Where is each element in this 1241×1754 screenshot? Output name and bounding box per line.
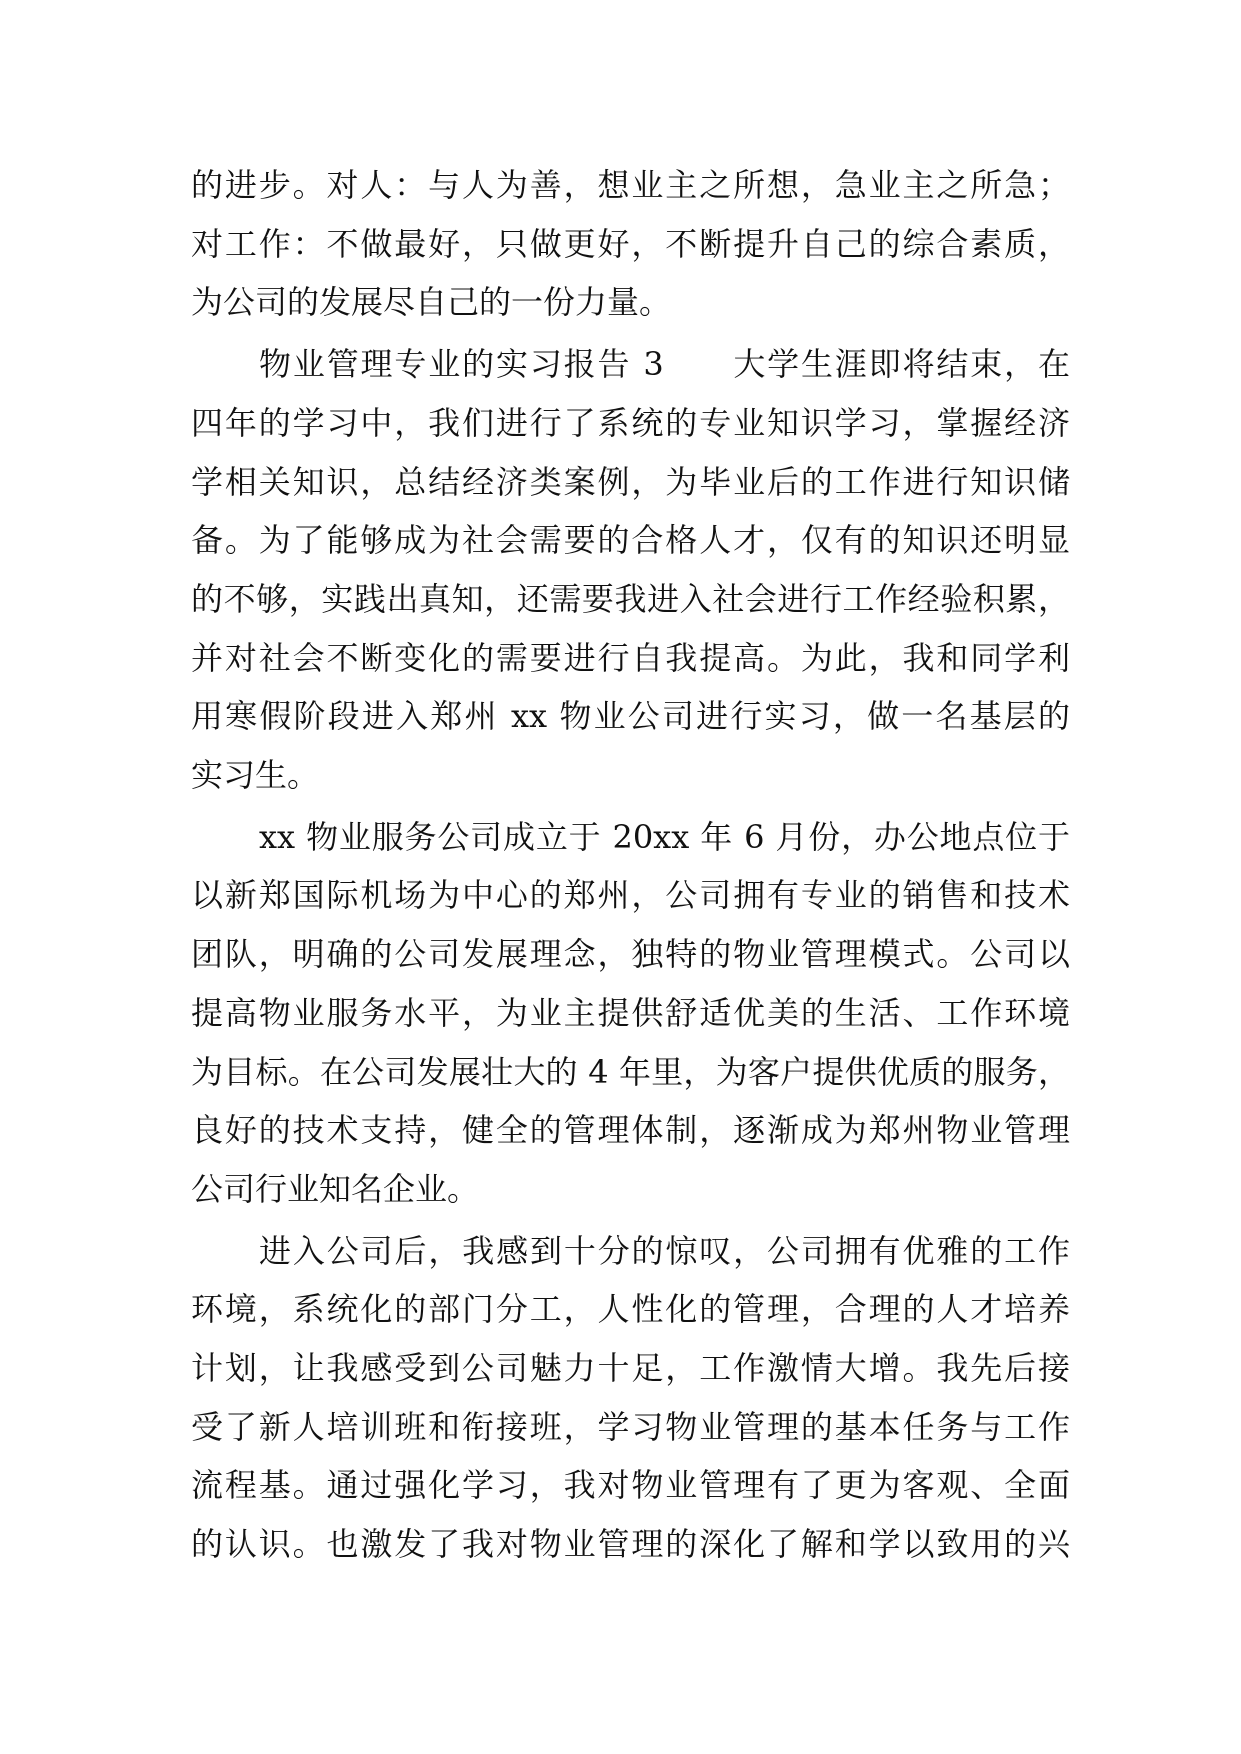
text-line: 用寒假阶段进入郑州 xx 物业公司进行实习，做一名基层的 <box>191 697 1070 736</box>
text-line: 环境，系统化的部门分工，人性化的管理，合理的人才培养 <box>191 1290 1070 1329</box>
text-line: xx 物业服务公司成立于 20xx 年 6 月份，办公地点位于 <box>259 817 1070 856</box>
text-line: 备。为了能够成为社会需要的合格人才，仅有的知识还明显 <box>191 521 1070 560</box>
text-line: 的进步。对人：与人为善，想业主之所想，急业主之所急； <box>191 166 1070 204</box>
paragraph-joining-company <box>191 1222 1070 1574</box>
text-line: 公司行业知名企业。 <box>191 1169 480 1208</box>
text-line: 为公司的发展尽自己的一份力量。 <box>191 283 672 322</box>
text-line: 学相关知识，总结经济类案例，为毕业后的工作进行知识储 <box>191 462 1070 501</box>
text-line: 良好的技术支持，健全的管理体制，逐渐成为郑州物业管理 <box>191 1111 1070 1150</box>
text-line: 实习生。 <box>191 756 320 795</box>
paragraph-company-profile <box>191 808 1070 1219</box>
document-body <box>191 156 1070 1574</box>
text-line: 团队，明确的公司发展理念，独特的物业管理模式。公司以 <box>191 935 1070 974</box>
text-line: 提高物业服务水平，为业主提供舒适优美的生活、工作环境 <box>191 993 1070 1032</box>
text-line: 以新郑国际机场为中心的郑州，公司拥有专业的销售和技术 <box>191 876 1070 915</box>
text-line: 的不够，实践出真知，还需要我进入社会进行工作经验积累， <box>191 579 1070 618</box>
text-line: 进入公司后，我感到十分的惊叹，公司拥有优雅的工作 <box>259 1231 1070 1270</box>
text-line: 四年的学习中，我们进行了系统的专业知识学习，掌握经济 <box>191 403 1070 442</box>
text-line: 受了新人培训班和衔接班，学习物业管理的基本任务与工作 <box>191 1407 1070 1446</box>
text-line: 对工作：不做最好，只做更好，不断提升自己的综合素质， <box>191 224 1070 263</box>
paragraph-report-intro <box>191 335 1070 805</box>
text-line: 并对社会不断变化的需要进行自我提高。为此，我和同学利 <box>191 638 1070 677</box>
text-line: 的认识。也激发了我对物业管理的深化了解和学以致用的兴 <box>191 1525 1070 1564</box>
paragraph-continuation <box>191 156 1070 332</box>
text-line: 物业管理专业的实习报告 3 大学生涯即将结束，在 <box>259 345 1070 384</box>
text-line: 计划，让我感受到公司魅力十足，工作激情大增。我先后接 <box>191 1349 1070 1388</box>
text-line: 流程基。通过强化学习，我对物业管理有了更为客观、全面 <box>191 1466 1070 1505</box>
text-line: 为目标。在公司发展壮大的 4 年里，为客户提供优质的服务， <box>191 1052 1070 1091</box>
